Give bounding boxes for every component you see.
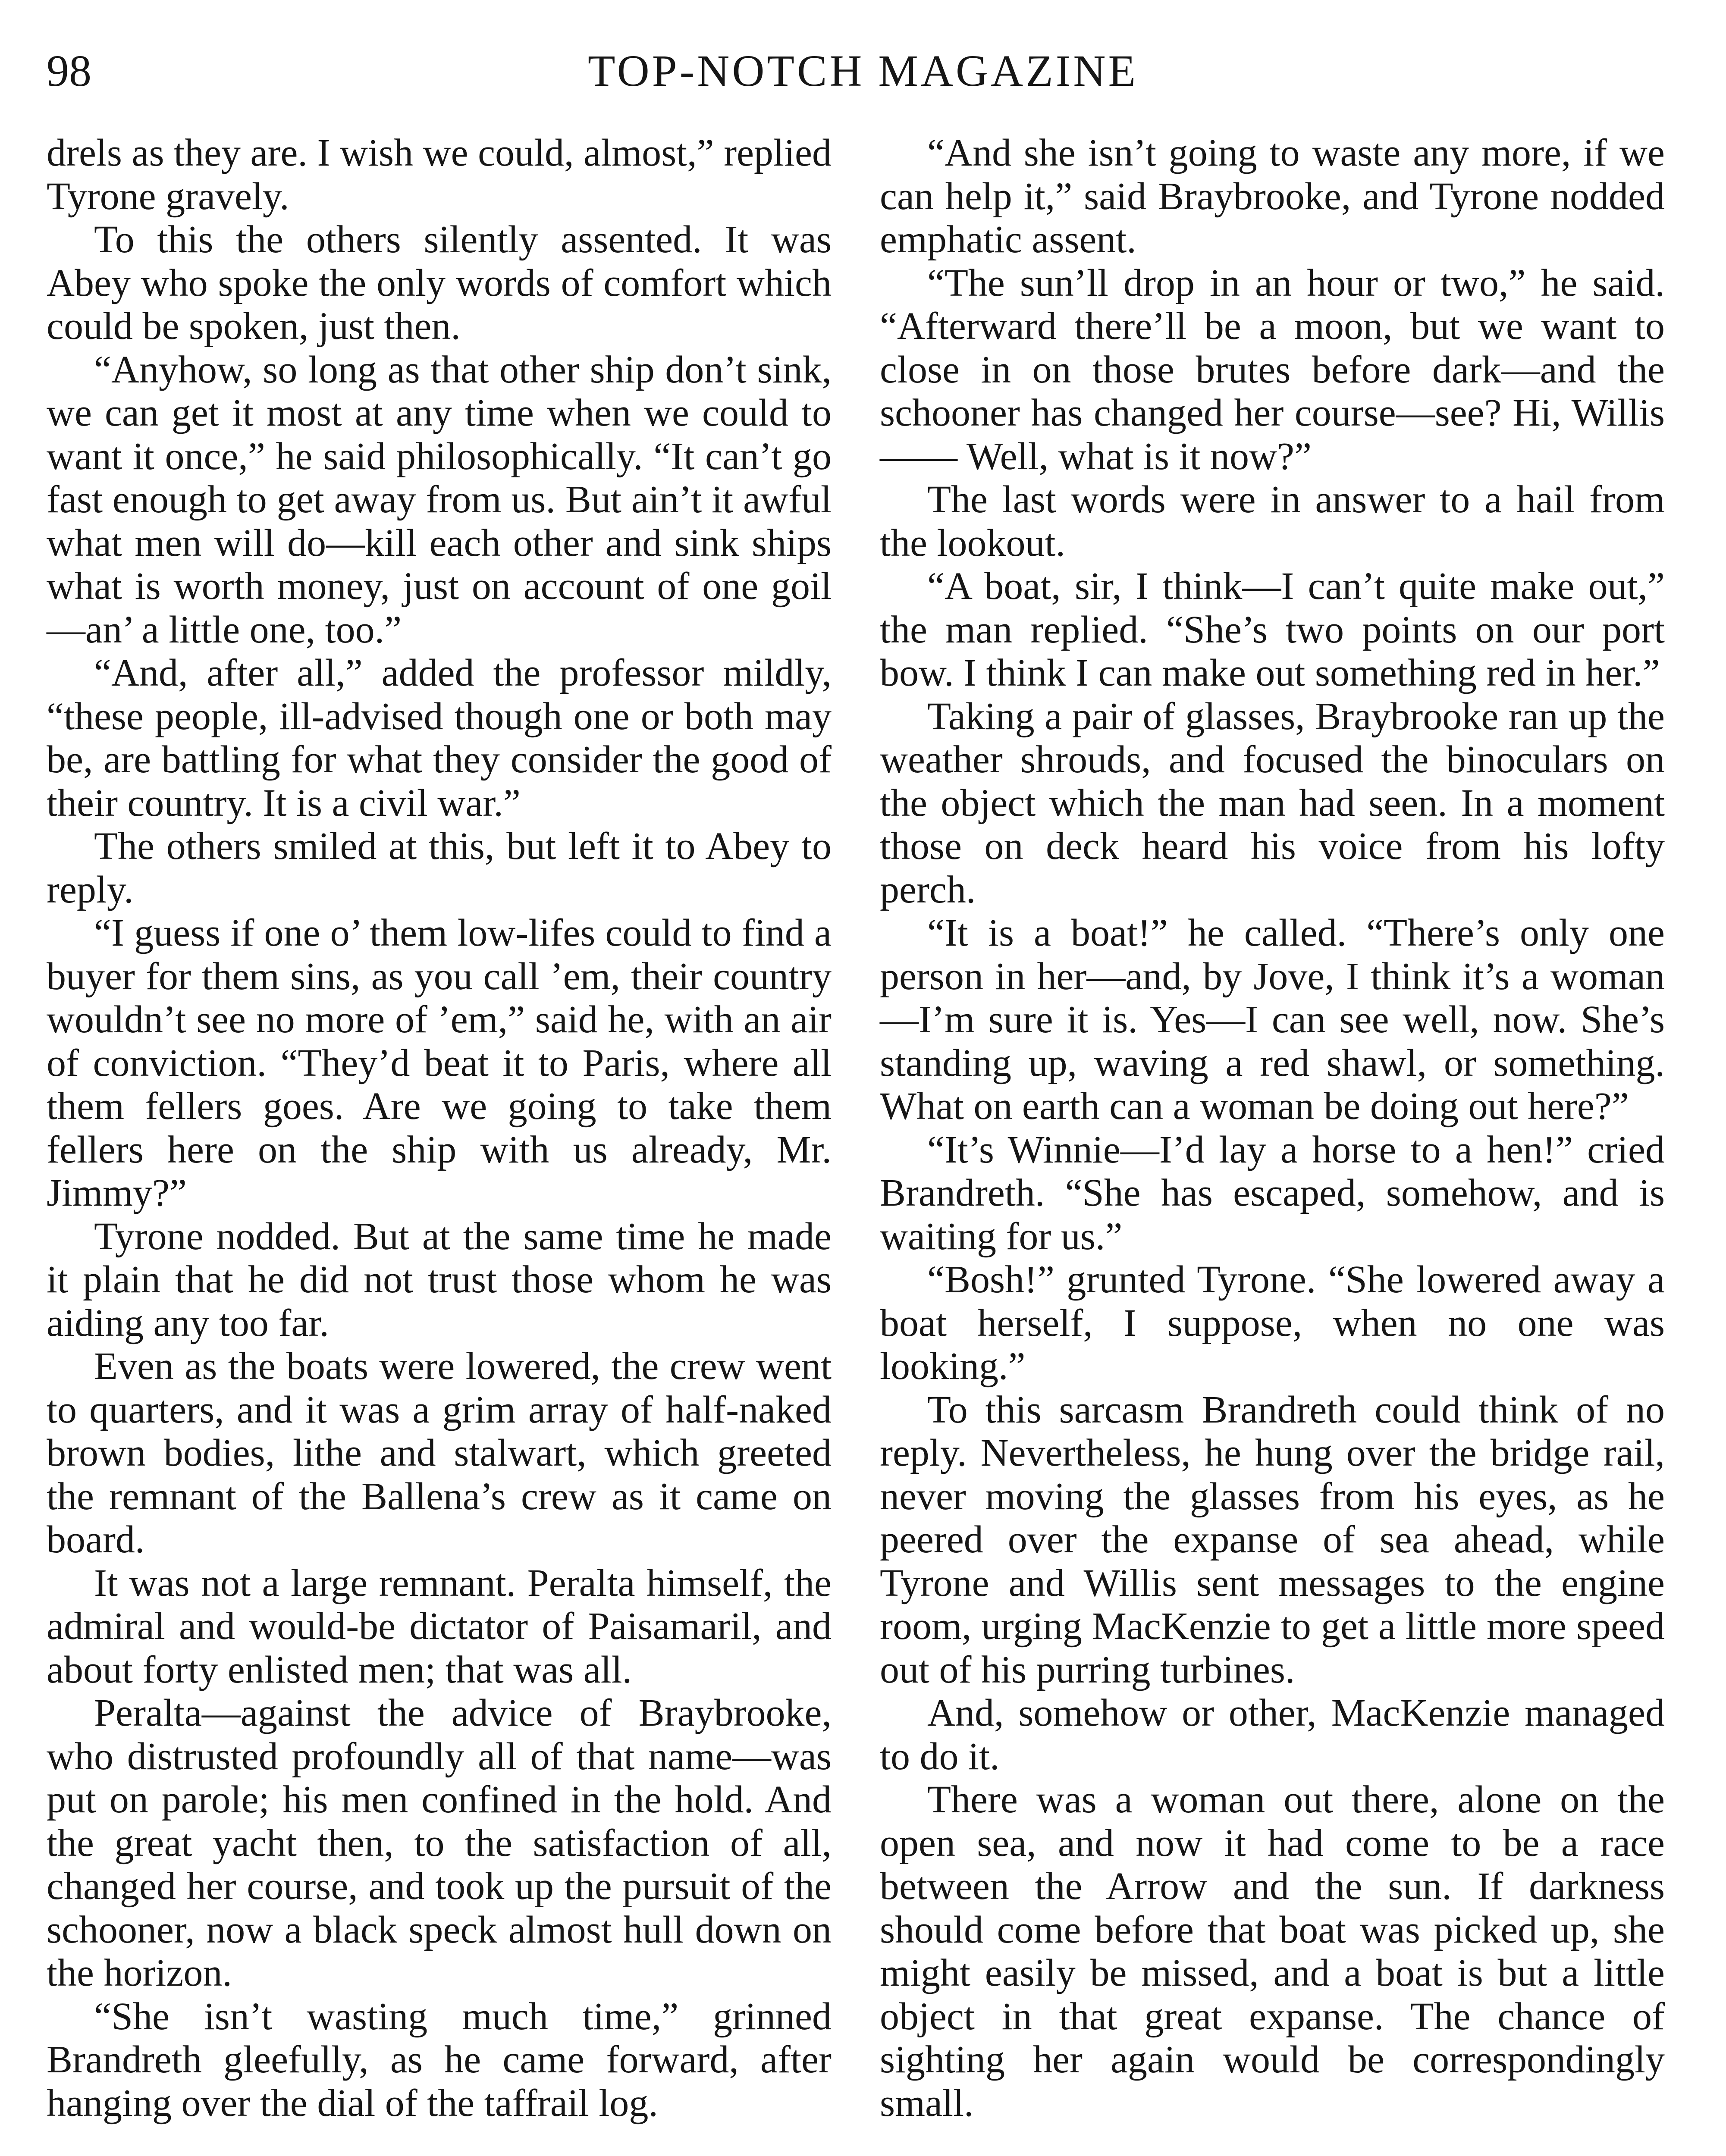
page-header [0, 43, 1726, 99]
paragraph: “And, after all,” added the professor mildly, “these people, ill-advised though one or both may be, are battling for what they consider the good of their country. It is a civil war.” [47, 652, 832, 824]
paragraph: Peralta—against the advice of Braybrooke, who distrusted profoundly all of that name—was put on parole; his men confined in the hold. And the great yacht then, to the satisfaction of all, changed her course, and took up the pursuit of the schooner, now a black speck almost hull down on the horizon. [47, 1692, 832, 1994]
paragraph: And, somehow or other, MacKenzie managed to do it. [880, 1692, 1665, 1778]
paragraph: There was a woman out there, alone on the open sea, and now it had come to be a race between the Arrow and the sun. If darkness should come before that boat was picked up, she might easily be missed, and a boat is but a little object in that great expanse. The chance of sighting her again would be correspondingly small. [880, 1778, 1665, 2125]
left-column [47, 132, 832, 2125]
paragraph: “And she isn’t going to waste any more, if we can help it,” said Braybrooke, and Tyrone nodded emphatic assent. [880, 132, 1665, 261]
paragraph: Tyrone nodded. But at the same time he made it plain that he did not trust those whom he was aiding any too far. [47, 1215, 832, 1344]
paragraph: It was not a large remnant. Peralta himself, the admiral and would-be dictator of Paisamaril, and about forty enlisted men; that was all. [47, 1561, 832, 1691]
paragraph: Even as the boats were lowered, the crew went to quarters, and it was a grim array of half-naked brown bodies, lithe and stalwart, which greeted the remnant of the Ballena’s crew as it came on board. [47, 1345, 832, 1561]
paragraph: The last words were in answer to a hail from the lookout. [880, 478, 1665, 564]
paragraph: To this sarcasm Brandreth could think of no reply. Nevertheless, he hung over the bridge rail, never moving the glasses from his eyes, as he peered over the expanse of sea ahead, while Tyrone and Willis sent messages to the engine room, urging MacKenzie to get a little more speed out of his purring turbines. [880, 1388, 1665, 1691]
paragraph: To this the others silently assented. It was Abey who spoke the only words of comfort which could be spoken, just then. [47, 218, 832, 348]
paragraph: “It is a boat!” he called. “There’s only one person in her—and, by Jove, I think it’s a woman—I’m sure it is. Yes—I can see well, now. She’s standing up, waving a red shawl, or something. What on earth can a woman be doing out here?” [880, 912, 1665, 1128]
paragraph: “I guess if one o’ them low-lifes could to find a buyer for them sins, as you call ’em, their country wouldn’t see no more of ’em,” said he, with an air of conviction. “They’d beat it to Paris, where all them fellers goes. Are we going to take them fellers here on the ship with us already, Mr. Jimmy?” [47, 912, 832, 1214]
paragraph: “It’s Winnie—I’d lay a horse to a hen!” cried Brandreth. “She has escaped, somehow, and is waiting for us.” [880, 1128, 1665, 1258]
paragraph: “Anyhow, so long as that other ship don’t sink, we can get it most at any time when we could to want it once,” he said philosophically. “It can’t go fast enough to get away from us. But ain’t it awful what men will do—kill each other and sink ships what is worth money, just on account of one goil—an’ a little one, too.” [47, 348, 832, 651]
paragraph: “She isn’t wasting much time,” grinned Brandreth gleefully, as he came forward, after hanging over the dial of the taffrail log. [47, 1995, 832, 2125]
paragraph: “The sun’ll drop in an hour or two,” he said. “Afterward there’ll be a moon, but we want to close in on those brutes before dark—and the schooner has changed her course—see? Hi, Willis—— Well, what is it now?” [880, 261, 1665, 478]
paragraph: “Bosh!” grunted Tyrone. “She lowered away a boat herself, I suppose, when no one was looking.” [880, 1258, 1665, 1388]
paragraph: drels as they are. I wish we could, almost,” replied Tyrone gravely. [47, 132, 832, 218]
right-column [880, 132, 1665, 2125]
paragraph: Taking a pair of glasses, Braybrooke ran up the weather shrouds, and focused the binoculars on the object which the man had seen. In a moment those on deck heard his voice from his lofty perch. [880, 695, 1665, 911]
page-number: 98 [47, 46, 91, 96]
running-title: TOP-NOTCH MAGAZINE [587, 46, 1139, 96]
paragraph: “A boat, sir, I think—I can’t quite make out,” the man replied. “She’s two points on our port bow. I think I can make out something red in her.” [880, 565, 1665, 694]
paragraph: The others smiled at this, but left it to Abey to reply. [47, 825, 832, 911]
